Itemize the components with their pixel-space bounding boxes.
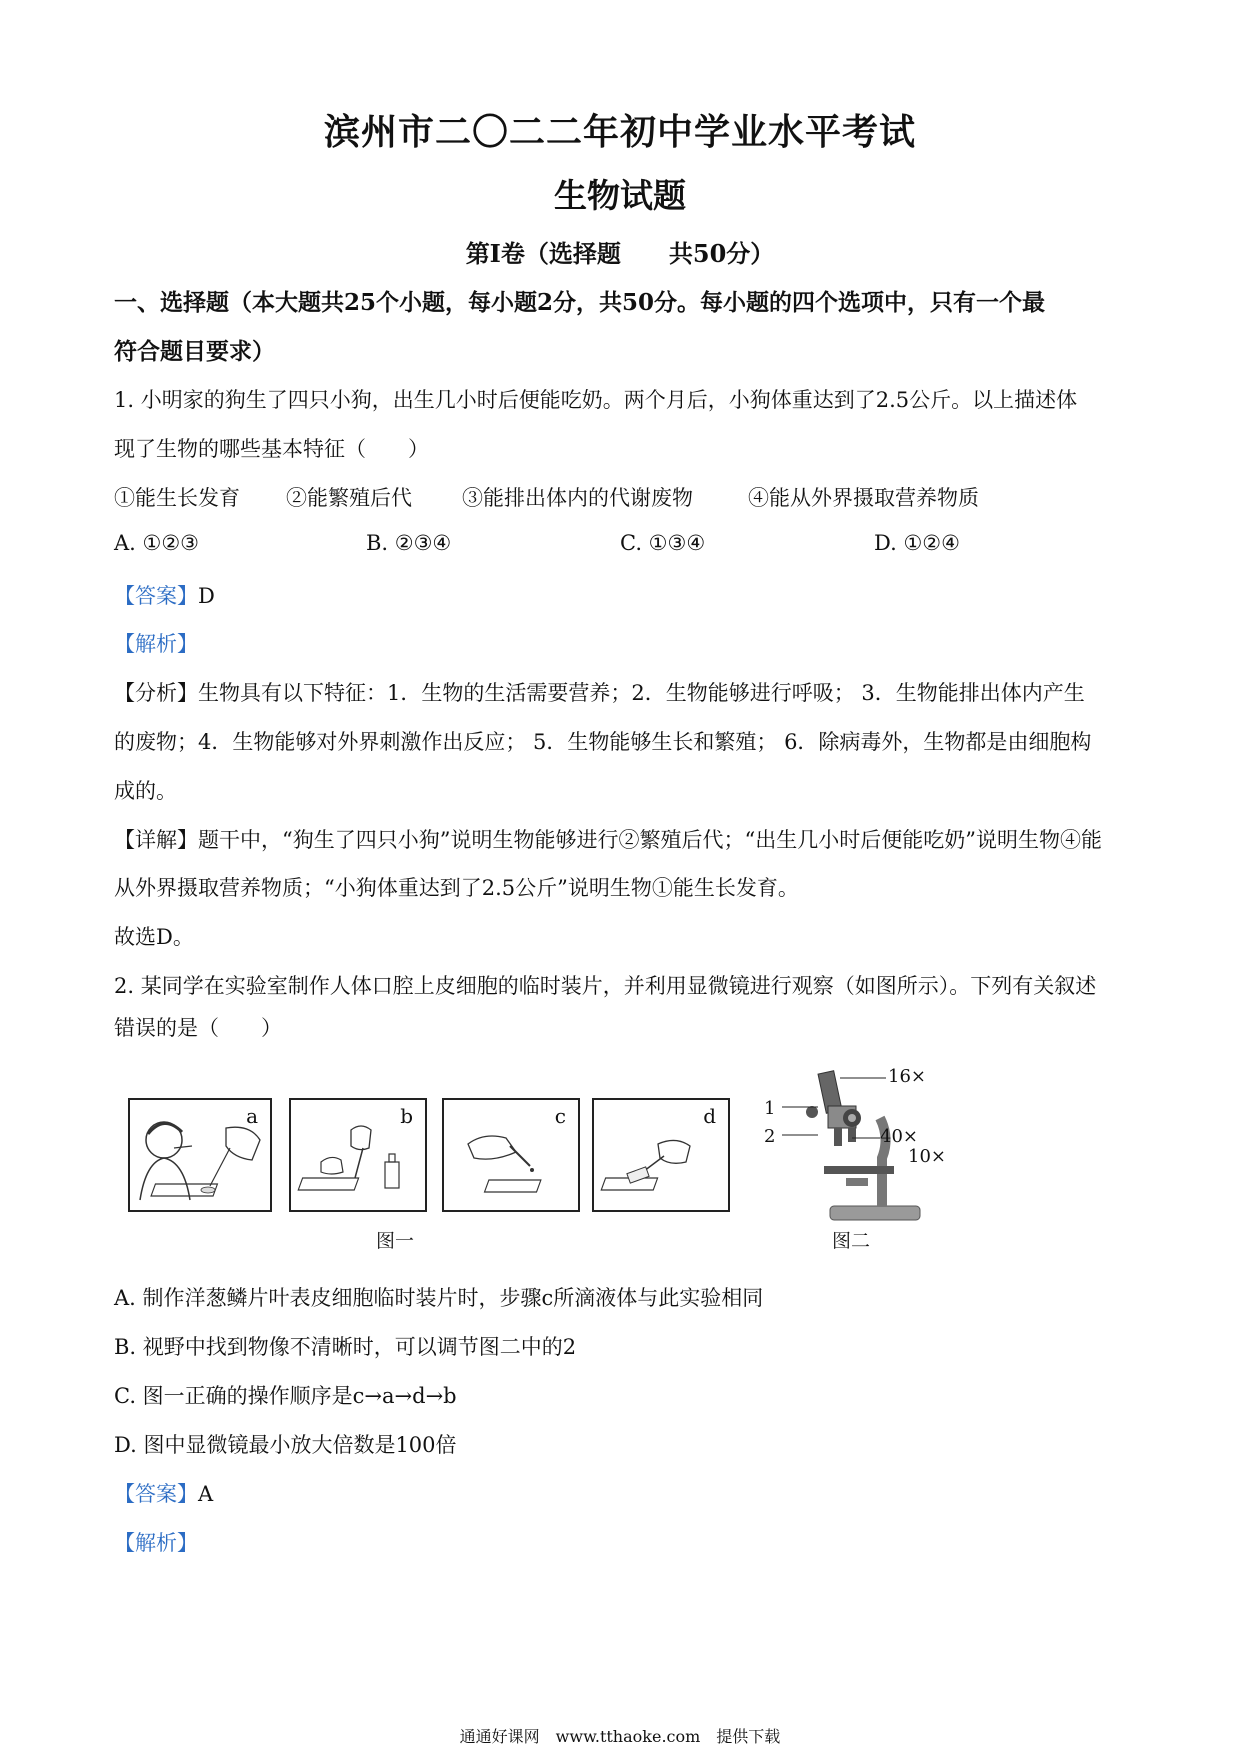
part-1-label: 1: [764, 1098, 776, 1119]
q1-xiangjie-line2: 从外界摄取营养物质；“小狗体重达到了2.5公斤”说明生物①能生长发育。: [114, 876, 799, 900]
figure2-caption: 图二: [832, 1230, 871, 1252]
q1-fenxi-line1: 【分析】生物具有以下特征：1．生物的生活需要营养；2．生物能够进行呼吸； 3．生物能排出体内产生: [114, 681, 1085, 705]
q2-option-c: C. 图一正确的操作顺序是c→a→d→b: [114, 1384, 457, 1408]
q1-conclusion: 故选D。: [114, 925, 194, 949]
q1-xiangjie-line1: 【详解】题干中，“狗生了四只小狗”说明生物能够进行②繁殖后代；“出生几小时后便能吃奶”说明生物④能: [114, 828, 1102, 852]
q1-item-3: ③能排出体内的代谢废物: [462, 486, 693, 510]
objective-10x-label: 10×: [908, 1146, 946, 1167]
figure1-caption: 图一: [376, 1230, 415, 1252]
q1-answer-label: 【答案】: [114, 584, 198, 608]
q1-item-4: ④能从外界摄取营养物质: [748, 486, 979, 510]
exam-subtitle: 生物试题: [554, 176, 686, 215]
q1-fenxi-line3: 成的。: [114, 779, 177, 803]
q2-answer-label: 【答案】: [114, 1482, 198, 1506]
q1-analysis-label: 【解析】: [114, 632, 198, 656]
q1-option-a: A. ①②③: [114, 531, 199, 555]
q1-option-b: B. ②③④: [366, 531, 452, 555]
figure1-panel-c: [442, 1098, 580, 1212]
q1-item-2: ②能繁殖后代: [286, 486, 412, 510]
eyepiece-label: 16×: [888, 1066, 926, 1087]
figure1-panel-d: [592, 1098, 730, 1212]
q1-fenxi-line2: 的废物；4．生物能够对外界刺激作出反应； 5．生物能够生长和繁殖； 6．除病毒外，生物都是由细胞构: [114, 730, 1092, 754]
q1-stem-line1: 1. 小明家的狗生了四只小狗，出生几小时后便能吃奶。两个月后，小狗体重达到了2.5公斤。以上描述体: [114, 388, 1078, 412]
panel-letter-b: b: [400, 1104, 413, 1128]
panel-letter-c: c: [554, 1104, 566, 1128]
section-heading-line2: 符合题目要求）: [114, 338, 275, 365]
panel-letter-d: d: [703, 1104, 716, 1128]
exam-title: 滨州市二〇二二年初中学业水平考试: [323, 111, 916, 153]
q1-option-c: C. ①③④: [620, 531, 706, 555]
microscope-leader-lines: [770, 1070, 900, 1160]
q2-analysis-label: 【解析】: [114, 1531, 198, 1555]
part-heading: 第Ⅰ卷（选择题 共50分）: [465, 239, 775, 268]
q1-answer-value: D: [198, 584, 215, 608]
figure1-panel-b: [289, 1098, 427, 1212]
q2-stem-line1: 2. 某同学在实验室制作人体口腔上皮细胞的临时装片，并利用显微镜进行观察（如图所示）。下列有关叙述: [114, 974, 1097, 998]
q2-stem-line2: 错误的是（ ）: [114, 1016, 282, 1040]
q2-option-b: B. 视野中找到物像不清晰时，可以调节图二中的2: [114, 1335, 577, 1359]
q2-answer: [114, 1478, 1130, 1508]
q1-stem-line2: 现了生物的哪些基本特征（ ）: [114, 437, 429, 461]
q2-option-d: D. 图中显微镜最小放大倍数是100倍: [114, 1433, 457, 1457]
q1-item-1: ①能生长发育: [114, 486, 240, 510]
figure1-panel-a: [128, 1098, 272, 1212]
q1-option-d: D. ①②④: [874, 531, 960, 555]
part-2-label: 2: [764, 1126, 776, 1147]
q2-answer-value: A: [198, 1482, 214, 1506]
panel-letter-a: a: [246, 1104, 258, 1128]
objective-40x-label: 40×: [880, 1126, 918, 1147]
section-heading-line1: 一、选择题（本大题共25个小题，每小题2分，共50分。每小题的四个选项中，只有一个最: [114, 289, 1046, 316]
page-footer: 通通好课网 www.tthaoke.com 提供下载: [459, 1727, 781, 1746]
q1-answer: [114, 580, 1130, 610]
q2-option-a: A. 制作洋葱鳞片叶表皮细胞临时装片时，步骤c所滴液体与此实验相同: [114, 1286, 764, 1310]
